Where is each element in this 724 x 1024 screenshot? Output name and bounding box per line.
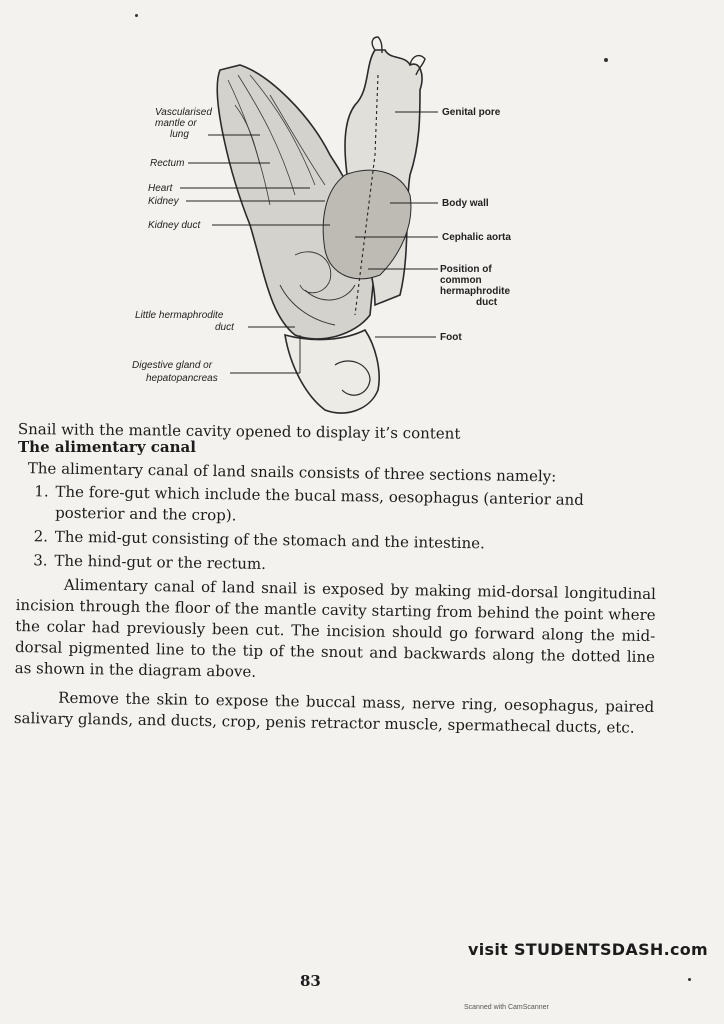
label-kidney: Kidney [148, 196, 179, 207]
label-position-2: common [440, 275, 482, 286]
label-little-herm-1: Little hermaphrodite [135, 310, 224, 321]
scanner-note: Scanned with CamScanner [464, 1004, 549, 1011]
scan-speck [135, 14, 138, 17]
gut-sections-list [16, 481, 657, 581]
page-number: 83 [300, 972, 321, 990]
figure-caption: Snail with the mantle cavity opened to display it’s content [17, 420, 461, 443]
label-kidney-duct: Kidney duct [148, 220, 201, 231]
list-item: 1. The fore-gut which include the bucal mass, oesophagus (anterior and posterior and the crop). [53, 482, 658, 533]
foot-outline [285, 330, 379, 413]
label-vascularised-1: Vascularised [155, 107, 212, 118]
snail-diagram [120, 35, 520, 420]
label-genital-pore: Genital pore [442, 107, 501, 118]
body-text [14, 458, 658, 739]
paragraph-dissection: Alimentary canal of land snail is exposed by making mid-dorsal longitudinal incision through the floor of the mantle cavity starting from behind the point where the colar had previously been cut. The incision should go forward along the mid-dorsal pigmented line to the tip of the snout and backwards along the dotted line as shown in the diagram above. [14, 575, 657, 681]
label-position-3: hermaphrodite [440, 286, 511, 297]
label-position-4: duct [476, 297, 498, 308]
label-heart: Heart [148, 183, 173, 194]
label-position-1: Position of [440, 264, 492, 275]
label-digestive-2: hepatopancreas [146, 373, 218, 384]
label-little-herm-2: duct [215, 322, 234, 333]
paragraph-remove-skin: Remove the skin to expose the buccal mass, nerve ring, oesophagus, paired salivary glands, and ducts, crop, penis retractor muscle, spermathecal ducts, etc. [13, 688, 655, 737]
label-vascularised-2: mantle or [155, 118, 197, 129]
website-watermark: visit STUDENTSDASH.com [468, 940, 709, 959]
list-item: 2. The mid-gut consisting of the stomach and the intestine. [53, 527, 657, 557]
section-heading: The alimentary canal [18, 438, 196, 456]
scan-speck [688, 978, 691, 981]
label-digestive-1: Digestive gland or [132, 360, 213, 371]
label-vascularised-3: lung [170, 129, 189, 140]
label-body-wall: Body wall [442, 198, 489, 209]
label-cephalic-aorta: Cephalic aorta [442, 232, 511, 243]
snail-dissection-figure [120, 35, 520, 420]
scan-speck [604, 58, 608, 62]
list-item: 3. The hind-gut or the rectum. [52, 551, 656, 581]
label-foot: Foot [440, 332, 462, 343]
intro-sentence: The alimentary canal of land snails consists of three sections namely: [27, 459, 557, 486]
label-rectum: Rectum [150, 158, 185, 169]
